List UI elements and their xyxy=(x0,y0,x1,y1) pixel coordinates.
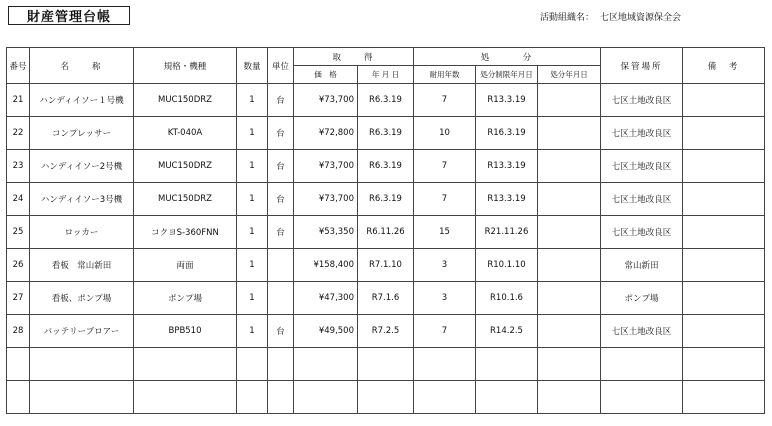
cell-remarks xyxy=(683,117,765,150)
cell-model: MUC150DRZ xyxy=(134,183,237,216)
cell-model: ポンプ場 xyxy=(134,282,237,315)
cell-useful-life xyxy=(414,381,476,414)
organization-name: 七区地域資源保全会 xyxy=(600,13,682,23)
cell-useful-life xyxy=(414,348,476,381)
cell-disposal-date xyxy=(538,282,601,315)
cell-acquisition-date: R6.11.26 xyxy=(358,216,414,249)
cell-name: ハンディイソー2号機 xyxy=(30,150,134,183)
cell-location: 七区土地改良区 xyxy=(601,117,683,150)
header-model: 規格・機種 xyxy=(134,48,237,84)
cell-remarks xyxy=(683,183,765,216)
table-row xyxy=(7,117,765,150)
cell-unit: 台 xyxy=(268,117,294,150)
cell-model: コクヨS-360FNN xyxy=(134,216,237,249)
cell-number: 22 xyxy=(7,117,30,150)
cell-price: ¥47,300 xyxy=(294,282,358,315)
cell-acquisition-date: R6.3.19 xyxy=(358,183,414,216)
cell-model: KT-040A xyxy=(134,117,237,150)
cell-disposal-deadline: R16.3.19 xyxy=(476,117,538,150)
cell-acquisition-date: R7.1.6 xyxy=(358,282,414,315)
header-disposal: 処 分 xyxy=(414,48,601,66)
cell-disposal-deadline: R13.3.19 xyxy=(476,84,538,117)
header-acquisition-price: 価 格 xyxy=(294,66,358,84)
cell-disposal-date xyxy=(538,117,601,150)
cell-location: 七区土地改良区 xyxy=(601,315,683,348)
cell-useful-life: 7 xyxy=(414,183,476,216)
cell-quantity: 1 xyxy=(237,84,268,117)
cell-number: 26 xyxy=(7,249,30,282)
cell-unit xyxy=(268,381,294,414)
header-name: 名 称 xyxy=(30,48,134,84)
cell-quantity xyxy=(237,348,268,381)
cell-model: MUC150DRZ xyxy=(134,84,237,117)
cell-disposal-date xyxy=(538,150,601,183)
organization-line xyxy=(540,10,681,23)
cell-unit: 台 xyxy=(268,183,294,216)
cell-number xyxy=(7,381,30,414)
cell-location xyxy=(601,348,683,381)
cell-quantity: 1 xyxy=(237,216,268,249)
cell-disposal-deadline xyxy=(476,381,538,414)
cell-unit xyxy=(268,348,294,381)
cell-name: コンプレッサー xyxy=(30,117,134,150)
cell-location: 七区土地改良区 xyxy=(601,183,683,216)
cell-price: ¥158,400 xyxy=(294,249,358,282)
cell-name: ハンディイソー１号機 xyxy=(30,84,134,117)
cell-disposal-date xyxy=(538,216,601,249)
table-row xyxy=(7,150,765,183)
cell-acquisition-date: R6.3.19 xyxy=(358,150,414,183)
cell-remarks xyxy=(683,84,765,117)
cell-unit: 台 xyxy=(268,315,294,348)
cell-quantity: 1 xyxy=(237,282,268,315)
header-remarks: 備 考 xyxy=(683,48,765,84)
cell-remarks xyxy=(683,381,765,414)
cell-price: ¥72,800 xyxy=(294,117,358,150)
cell-remarks xyxy=(683,282,765,315)
ledger-title: 財産管理台帳 xyxy=(8,6,130,25)
cell-remarks xyxy=(683,315,765,348)
cell-location: 七区土地改良区 xyxy=(601,150,683,183)
cell-number: 24 xyxy=(7,183,30,216)
organization-label: 活動組織名： xyxy=(540,13,595,23)
cell-useful-life: 7 xyxy=(414,84,476,117)
table-row xyxy=(7,282,765,315)
cell-name: ハンディイソー3号機 xyxy=(30,183,134,216)
cell-remarks xyxy=(683,150,765,183)
header-disposal-date: 処分年月日 xyxy=(538,66,601,84)
cell-disposal-date xyxy=(538,381,601,414)
cell-useful-life: 10 xyxy=(414,117,476,150)
cell-price: ¥53,350 xyxy=(294,216,358,249)
cell-acquisition-date: R6.3.19 xyxy=(358,117,414,150)
property-ledger-table xyxy=(6,47,765,414)
cell-model xyxy=(134,348,237,381)
cell-model: MUC150DRZ xyxy=(134,150,237,183)
cell-number xyxy=(7,348,30,381)
cell-disposal-date xyxy=(538,315,601,348)
cell-quantity: 1 xyxy=(237,315,268,348)
cell-useful-life: 3 xyxy=(414,282,476,315)
cell-name xyxy=(30,381,134,414)
cell-number: 28 xyxy=(7,315,30,348)
table-row xyxy=(7,216,765,249)
header-acquisition: 取 得 xyxy=(294,48,414,66)
cell-disposal-deadline: R10.1.6 xyxy=(476,282,538,315)
cell-quantity xyxy=(237,381,268,414)
cell-number: 21 xyxy=(7,84,30,117)
cell-disposal-deadline: R10.1.10 xyxy=(476,249,538,282)
cell-useful-life: 3 xyxy=(414,249,476,282)
cell-number: 23 xyxy=(7,150,30,183)
cell-remarks xyxy=(683,249,765,282)
cell-unit xyxy=(268,282,294,315)
cell-name: バッテリーブロアー xyxy=(30,315,134,348)
cell-useful-life: 15 xyxy=(414,216,476,249)
cell-useful-life: 7 xyxy=(414,150,476,183)
cell-location: 七区土地改良区 xyxy=(601,84,683,117)
cell-acquisition-date: R7.2.5 xyxy=(358,315,414,348)
cell-name: 看板、ポンプ場 xyxy=(30,282,134,315)
cell-remarks xyxy=(683,216,765,249)
cell-location xyxy=(601,381,683,414)
header-acquisition-date: 年 月 日 xyxy=(358,66,414,84)
cell-price: ¥73,700 xyxy=(294,150,358,183)
cell-disposal-date xyxy=(538,249,601,282)
header-unit: 単位 xyxy=(268,48,294,84)
cell-disposal-deadline xyxy=(476,348,538,381)
cell-quantity: 1 xyxy=(237,249,268,282)
cell-disposal-deadline: R21.11.26 xyxy=(476,216,538,249)
cell-unit: 台 xyxy=(268,150,294,183)
cell-price xyxy=(294,381,358,414)
table-row xyxy=(7,84,765,117)
cell-name xyxy=(30,348,134,381)
cell-name: ロッカー xyxy=(30,216,134,249)
cell-acquisition-date: R7.1.10 xyxy=(358,249,414,282)
cell-remarks xyxy=(683,348,765,381)
header-disposal-deadline: 処分制限年月日 xyxy=(476,66,538,84)
table-row xyxy=(7,183,765,216)
cell-location: ポンプ場 xyxy=(601,282,683,315)
cell-price: ¥49,500 xyxy=(294,315,358,348)
cell-name: 看板 常山新田 xyxy=(30,249,134,282)
cell-number: 25 xyxy=(7,216,30,249)
cell-quantity: 1 xyxy=(237,183,268,216)
cell-unit xyxy=(268,249,294,282)
header-quantity: 数量 xyxy=(237,48,268,84)
cell-disposal-deadline: R13.3.19 xyxy=(476,150,538,183)
table-row xyxy=(7,249,765,282)
table-row xyxy=(7,381,765,414)
cell-quantity: 1 xyxy=(237,117,268,150)
cell-disposal-date xyxy=(538,84,601,117)
header-location: 保管場所 xyxy=(601,48,683,84)
cell-model: BPB510 xyxy=(134,315,237,348)
cell-price: ¥73,700 xyxy=(294,84,358,117)
cell-model xyxy=(134,381,237,414)
cell-unit: 台 xyxy=(268,84,294,117)
cell-price xyxy=(294,348,358,381)
cell-useful-life: 7 xyxy=(414,315,476,348)
cell-unit: 台 xyxy=(268,216,294,249)
header-number: 番号 xyxy=(7,48,30,84)
table-row xyxy=(7,348,765,381)
cell-disposal-date xyxy=(538,348,601,381)
cell-acquisition-date xyxy=(358,348,414,381)
cell-quantity: 1 xyxy=(237,150,268,183)
cell-price: ¥73,700 xyxy=(294,183,358,216)
cell-acquisition-date xyxy=(358,381,414,414)
cell-location: 七区土地改良区 xyxy=(601,216,683,249)
cell-disposal-deadline: R14.2.5 xyxy=(476,315,538,348)
cell-number: 27 xyxy=(7,282,30,315)
cell-location: 常山新田 xyxy=(601,249,683,282)
cell-disposal-date xyxy=(538,183,601,216)
cell-disposal-deadline: R13.3.19 xyxy=(476,183,538,216)
header-useful-life: 耐用年数 xyxy=(414,66,476,84)
cell-acquisition-date: R6.3.19 xyxy=(358,84,414,117)
table-row xyxy=(7,315,765,348)
cell-model: 両面 xyxy=(134,249,237,282)
